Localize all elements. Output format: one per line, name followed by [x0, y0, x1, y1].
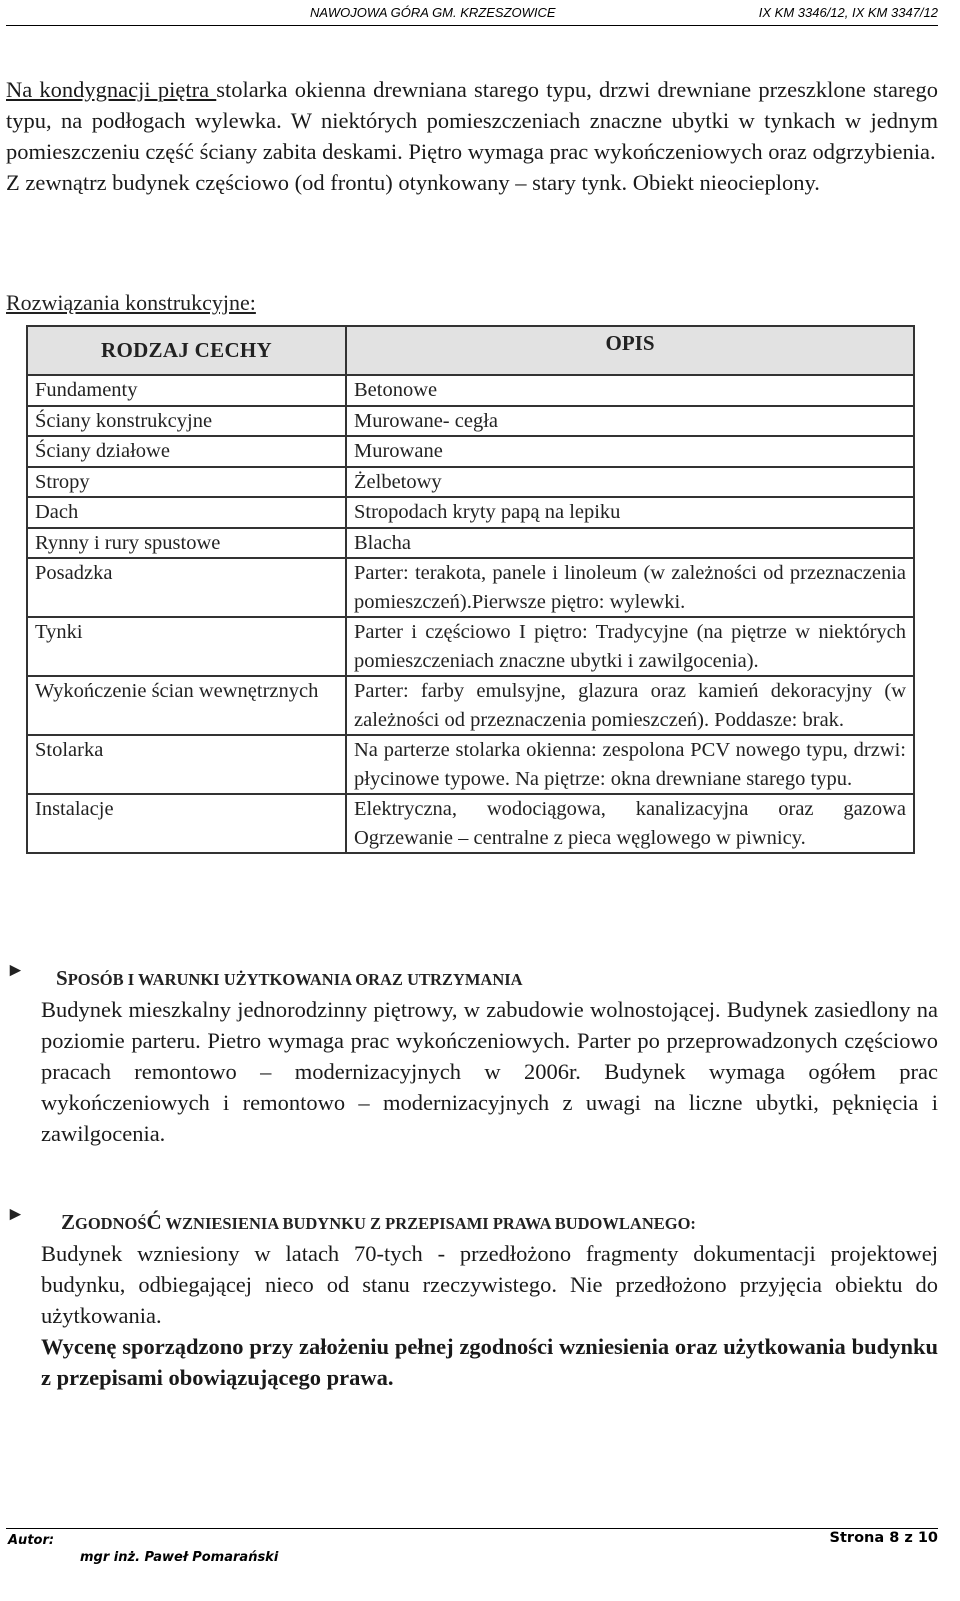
column-header-opis: OPIS	[346, 326, 914, 375]
cell-cecha: Stolarka	[27, 735, 346, 794]
table-row	[27, 794, 914, 853]
section-compliance-conclusion: Wycenę sporządzono przy założeniu pełnej zgodności wzniesienia oraz użytkowania budynku z przepisami obowiązującego prawa.	[41, 1334, 938, 1390]
section-usage-heading	[6, 962, 938, 994]
table-row	[27, 735, 914, 794]
header-location: NAWOJOWA GÓRA GM. KRZESZOWICE	[310, 5, 556, 20]
heading-initial: Z	[61, 1210, 76, 1234]
cell-opis: Parter i częściowo I piętro: Tradycyjne (na piętrze w niektórych pomieszczeniach znaczne ubytki i zawilgocenia).	[346, 617, 914, 676]
cell-cecha: Rynny i rury spustowe	[27, 528, 346, 559]
header-rule	[6, 25, 938, 26]
intro-rest: stolarka okienna drewniana starego typu, drzwi drewniane przeszklone starego typu, na podłogach wylewka. W niektórych pomieszczeniach znaczne ubytki w tynkach w jednym pomieszczeniu część ściany zabita deskami. Piętro wymaga prac wykończeniowych oraz odgrzybienia.	[6, 77, 938, 164]
cell-cecha: Ściany konstrukcyjne	[27, 406, 346, 437]
cell-cecha: Fundamenty	[27, 375, 346, 406]
table-row	[27, 467, 914, 498]
heading-initial-2: Ć	[146, 1210, 162, 1234]
cell-opis: Na parterze stolarka okienna: zespolona PCV nowego typu, drzwi: płycinowe typowe. Na piętrze: okna drewniane starego typu.	[346, 735, 914, 794]
cell-opis: Betonowe	[346, 375, 914, 406]
column-header-cecha: RODZAJ CECHY	[27, 326, 346, 375]
cell-opis: Żelbetowy	[346, 467, 914, 498]
section-compliance	[6, 1206, 938, 1393]
table-row	[27, 528, 914, 559]
table-header-row	[27, 326, 914, 375]
page-footer	[0, 1529, 960, 1601]
author-label: Autor:	[8, 1533, 55, 1548]
author-name: mgr inż. Paweł Pomarański	[80, 1550, 279, 1565]
intro-underlined: Na kondygnacji piętra	[6, 77, 217, 102]
cell-opis: Elektryczna, wodociągowa, kanalizacyjna oraz gazowa Ogrzewanie – centralne z pieca węglowego w piwnicy.	[346, 794, 914, 853]
intro-paragraph	[6, 74, 938, 167]
table-row	[27, 375, 914, 406]
cell-cecha: Tynki	[27, 617, 346, 676]
table-row	[27, 436, 914, 467]
bullet-arrow-icon: ►	[6, 1204, 25, 1225]
cell-opis: Murowane	[346, 436, 914, 467]
table-row	[27, 617, 914, 676]
table-row	[27, 406, 914, 437]
bullet-arrow-icon: ►	[6, 960, 25, 981]
cell-opis: Murowane- cegła	[346, 406, 914, 437]
heading-text-part: GODNOŚ	[75, 1214, 147, 1233]
cell-opis: Stropodach kryty papą na lepiku	[346, 497, 914, 528]
cell-opis: Blacha	[346, 528, 914, 559]
construction-table	[26, 325, 915, 854]
cell-cecha: Wykończenie ścian wewnętrznych	[27, 676, 346, 735]
cell-opis: Parter: terakota, panele i linoleum (w zależności od przeznaczenia pomieszczeń).Pierwsze piętro: wylewki.	[346, 558, 914, 617]
section-compliance-body: Budynek wzniesiony w latach 70-tych - przedłożono fragmenty dokumentacji projektowej budynku, odbiegającej nieco od stanu rzeczywistego. Nie przedłożono przyjęcia obiektu do użytkowania.	[41, 1241, 938, 1328]
heading-text: WZNIESIENIA BUDYNKU Z PRZEPISAMI PRAWA BUDOWLANEGO:	[161, 1214, 696, 1233]
cell-cecha: Ściany działowe	[27, 436, 346, 467]
cell-cecha: Posadzka	[27, 558, 346, 617]
rozwiazania-heading: Rozwiązania konstrukcyjne:	[6, 290, 256, 315]
cell-cecha: Stropy	[27, 467, 346, 498]
header-parcels: IX KM 3346/12, IX KM 3347/12	[758, 5, 938, 20]
heading-initial: S	[56, 966, 68, 990]
section-compliance-heading	[6, 1206, 938, 1238]
table-row	[27, 558, 914, 617]
section-usage-body: Budynek mieszkalny jednorodzinny piętrowy, w zabudowie wolnostojącej. Budynek zasiedlony na poziomie parteru. Pietro wymaga prac wykończeniowych. Parter po przeprowadzonych częściowo pracach remontowo – modernizacyjnych w 2006r. Budynek wymaga ogółem prac wykończeniowych i remontowo – modernizacyjnych z uwagi na liczne ubytki, pęknięcia i zawilgocenia.	[41, 997, 938, 1146]
page-header	[0, 3, 960, 25]
table-row	[27, 497, 914, 528]
cell-opis: Parter: farby emulsyjne, glazura oraz kamień dekoracyjny (w zależności od przeznaczenia pomieszczeń). Poddasze: brak.	[346, 676, 914, 735]
cell-cecha: Dach	[27, 497, 346, 528]
heading-text: POSÓB I WARUNKI UŻYTKOWANIA ORAZ UTRZYMANIA	[67, 970, 523, 989]
intro-paragraph-2: Z zewnątrz budynek częściowo (od frontu) otynkowany – stary tynk. Obiekt nieocieplony.	[6, 170, 820, 195]
cell-cecha: Instalacje	[27, 794, 346, 853]
intro-text	[6, 74, 938, 198]
page-number: Strona 8 z 10	[829, 1530, 938, 1546]
section-usage	[6, 962, 938, 1149]
table-row	[27, 676, 914, 735]
